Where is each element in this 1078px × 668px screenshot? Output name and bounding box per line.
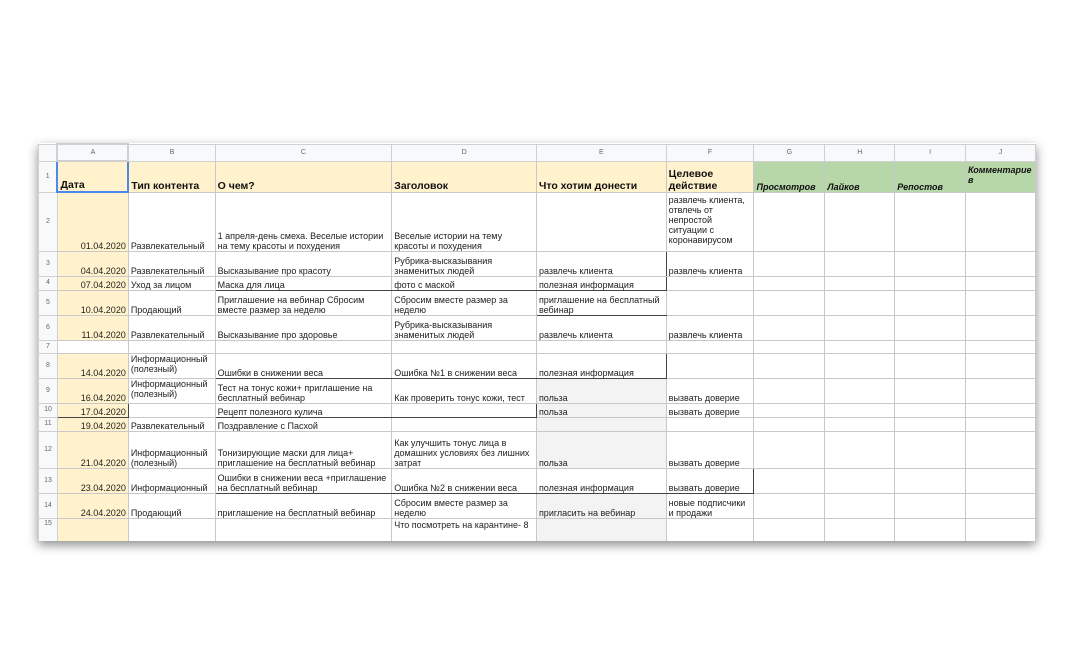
action-cell[interactable] bbox=[666, 518, 754, 541]
title-cell[interactable]: Как проверить тонус кожи, тест bbox=[392, 378, 537, 403]
views-cell[interactable] bbox=[754, 290, 825, 315]
table-row bbox=[39, 417, 1036, 431]
table-row bbox=[39, 276, 1036, 290]
about-cell[interactable]: Рецепт полезного кулича bbox=[215, 403, 392, 417]
column-header-d[interactable]: D bbox=[392, 144, 537, 161]
type-cell[interactable]: Уход за лицом bbox=[128, 276, 215, 290]
about-cell[interactable] bbox=[215, 340, 392, 353]
message-cell[interactable]: развлечь клиента bbox=[536, 315, 666, 340]
comments-cell[interactable] bbox=[966, 378, 1036, 403]
views-cell[interactable] bbox=[754, 340, 825, 353]
title-cell[interactable] bbox=[392, 403, 537, 417]
action-cell[interactable]: вызвать доверие bbox=[666, 431, 754, 468]
message-cell[interactable] bbox=[536, 518, 666, 541]
comments-cell[interactable] bbox=[966, 251, 1036, 276]
message-cell[interactable] bbox=[536, 417, 666, 431]
comments-cell[interactable] bbox=[966, 493, 1036, 518]
type-cell[interactable]: Развлекательный bbox=[128, 192, 215, 251]
header-cell-message[interactable]: Что хотим донести bbox=[536, 161, 666, 192]
type-cell[interactable]: Продающий bbox=[128, 493, 215, 518]
title-cell[interactable] bbox=[392, 417, 537, 431]
row-number[interactable]: 14 bbox=[39, 493, 58, 518]
column-header-c[interactable]: C bbox=[215, 144, 392, 161]
row-number[interactable]: 4 bbox=[39, 276, 58, 290]
comments-cell[interactable] bbox=[966, 290, 1036, 315]
reposts-cell[interactable] bbox=[895, 290, 966, 315]
column-header-e[interactable]: E bbox=[536, 144, 666, 161]
action-cell[interactable]: новые подписчики и продажи bbox=[666, 493, 754, 518]
comments-cell[interactable] bbox=[966, 192, 1036, 251]
table-row bbox=[39, 468, 1036, 493]
comments-cell[interactable] bbox=[966, 518, 1036, 541]
row-number[interactable]: 2 bbox=[39, 192, 58, 251]
likes-cell[interactable] bbox=[825, 353, 895, 378]
action-cell[interactable]: развлечь клиента, отвлечь от непростой ситуации с коронавирусом bbox=[666, 192, 754, 251]
title-cell[interactable]: Рубрика-высказывания знаменитых людей bbox=[392, 251, 537, 276]
type-cell[interactable]: Информационный (полезный) bbox=[128, 431, 215, 468]
action-cell[interactable]: развлечь клиента bbox=[666, 315, 754, 340]
comments-cell[interactable] bbox=[966, 340, 1036, 353]
likes-cell[interactable] bbox=[825, 251, 895, 276]
message-cell[interactable]: польза bbox=[536, 378, 666, 403]
reposts-cell[interactable] bbox=[895, 315, 966, 340]
views-cell[interactable] bbox=[754, 276, 825, 290]
reposts-cell[interactable] bbox=[895, 192, 966, 251]
reposts-cell[interactable] bbox=[895, 340, 966, 353]
type-cell[interactable] bbox=[128, 518, 215, 541]
title-cell[interactable]: Веселые истории на тему красоты и похудения bbox=[392, 192, 537, 251]
date-cell[interactable]: 04.04.2020 bbox=[57, 251, 128, 276]
title-cell[interactable]: Сбросим вместе размер за неделю bbox=[392, 493, 537, 518]
message-cell[interactable]: приглашение на бесплатный вебинар bbox=[536, 290, 666, 315]
column-header-row bbox=[39, 144, 1036, 161]
row-number[interactable]: 1 bbox=[39, 161, 58, 192]
reposts-cell[interactable] bbox=[895, 431, 966, 468]
date-cell[interactable]: 23.04.2020 bbox=[57, 468, 128, 493]
views-cell[interactable] bbox=[754, 431, 825, 468]
table-row bbox=[39, 315, 1036, 340]
title-cell[interactable]: фото с маской bbox=[392, 276, 537, 290]
row-number[interactable]: 7 bbox=[39, 340, 58, 353]
header-cell-views[interactable]: Просмотров bbox=[754, 161, 825, 192]
comments-cell[interactable] bbox=[966, 431, 1036, 468]
date-cell[interactable]: 16.04.2020 bbox=[57, 378, 128, 403]
title-cell[interactable]: Что посмотреть на карантине- 8 bbox=[392, 518, 537, 541]
header-cell-date[interactable]: Дата bbox=[57, 161, 128, 192]
date-cell[interactable] bbox=[57, 518, 128, 541]
row-number[interactable]: 3 bbox=[39, 251, 58, 276]
about-cell[interactable]: Маска для лица bbox=[215, 276, 392, 290]
likes-cell[interactable] bbox=[825, 315, 895, 340]
comments-cell[interactable] bbox=[966, 403, 1036, 417]
date-cell[interactable]: 19.04.2020 bbox=[57, 417, 128, 431]
likes-cell[interactable] bbox=[825, 403, 895, 417]
message-cell[interactable]: полезная информация bbox=[536, 276, 666, 290]
select-all-corner[interactable] bbox=[39, 144, 58, 161]
action-cell[interactable]: вызвать доверие bbox=[666, 378, 754, 403]
date-cell[interactable]: 01.04.2020 bbox=[57, 192, 128, 251]
table-row bbox=[39, 518, 1036, 541]
date-cell[interactable]: 07.04.2020 bbox=[57, 276, 128, 290]
message-cell[interactable] bbox=[536, 192, 666, 251]
title-cell[interactable]: Рубрика-высказывания знаменитых людей bbox=[392, 315, 537, 340]
column-header-b[interactable]: B bbox=[128, 144, 215, 161]
table-row bbox=[39, 353, 1036, 378]
date-cell[interactable]: 14.04.2020 bbox=[57, 353, 128, 378]
table-row bbox=[39, 340, 1036, 353]
date-cell[interactable]: 10.04.2020 bbox=[57, 290, 128, 315]
reposts-cell[interactable] bbox=[895, 353, 966, 378]
header-cell-comments[interactable]: Комментарие в bbox=[966, 161, 1036, 192]
likes-cell[interactable] bbox=[825, 290, 895, 315]
message-cell[interactable]: полезная информация bbox=[536, 468, 666, 493]
row-number[interactable]: 6 bbox=[39, 315, 58, 340]
message-cell[interactable]: развлечь клиента bbox=[536, 251, 666, 276]
column-header-f[interactable]: F bbox=[666, 144, 754, 161]
column-header-h[interactable]: H bbox=[825, 144, 895, 161]
row-number[interactable]: 5 bbox=[39, 290, 58, 315]
type-cell[interactable]: Развлекательный bbox=[128, 315, 215, 340]
likes-cell[interactable] bbox=[825, 468, 895, 493]
message-cell[interactable]: полезная информация bbox=[536, 353, 666, 378]
reposts-cell[interactable] bbox=[895, 468, 966, 493]
reposts-cell[interactable] bbox=[895, 403, 966, 417]
column-header-i[interactable]: I bbox=[895, 144, 966, 161]
about-cell[interactable]: Ошибки в снижении веса +приглашение на бесплатный вебинар bbox=[215, 468, 392, 493]
row-number[interactable]: 13 bbox=[39, 468, 58, 493]
about-cell[interactable]: Высказывание про здоровье bbox=[215, 315, 392, 340]
title-cell[interactable]: Сбросим вместе размер за неделю bbox=[392, 290, 537, 315]
title-cell[interactable]: Ошибка №2 в снижении веса bbox=[392, 468, 537, 493]
type-cell[interactable] bbox=[128, 340, 215, 353]
reposts-cell[interactable] bbox=[895, 417, 966, 431]
table-row bbox=[39, 290, 1036, 315]
comments-cell[interactable] bbox=[966, 353, 1036, 378]
column-header-a[interactable]: A bbox=[57, 144, 128, 161]
message-cell[interactable]: пригласить на вебинар bbox=[536, 493, 666, 518]
about-cell[interactable]: Поздравление с Пасхой bbox=[215, 417, 392, 431]
about-cell[interactable]: Приглашение на вебинар Сбросим вместе размер за неделю bbox=[215, 290, 392, 315]
column-header-g[interactable]: G bbox=[754, 144, 825, 161]
type-cell[interactable]: Информационный (полезный) bbox=[128, 353, 215, 378]
views-cell[interactable] bbox=[754, 315, 825, 340]
about-cell[interactable]: приглашение на бесплатный вебинар bbox=[215, 493, 392, 518]
about-cell[interactable]: Тонизирующие маски для лица+ приглашение на бесплатный вебинар bbox=[215, 431, 392, 468]
table-row bbox=[39, 403, 1036, 417]
header-cell-action[interactable]: Целевое действие bbox=[666, 161, 754, 192]
row-number[interactable]: 8 bbox=[39, 353, 58, 378]
comments-cell[interactable] bbox=[966, 468, 1036, 493]
title-cell[interactable] bbox=[392, 340, 537, 353]
header-cell-about[interactable]: О чем? bbox=[215, 161, 392, 192]
likes-cell[interactable] bbox=[825, 276, 895, 290]
action-cell[interactable] bbox=[666, 417, 754, 431]
type-cell[interactable] bbox=[128, 403, 215, 417]
action-cell[interactable] bbox=[666, 276, 754, 290]
reposts-cell[interactable] bbox=[895, 378, 966, 403]
about-cell[interactable]: Высказывание про красоту bbox=[215, 251, 392, 276]
table-row bbox=[39, 431, 1036, 468]
likes-cell[interactable] bbox=[825, 192, 895, 251]
action-cell[interactable] bbox=[666, 290, 754, 315]
views-cell[interactable] bbox=[754, 378, 825, 403]
action-cell[interactable] bbox=[666, 353, 754, 378]
message-cell[interactable] bbox=[536, 340, 666, 353]
about-cell[interactable]: Тест на тонус кожи+ приглашение на бесплатный вебинар bbox=[215, 378, 392, 403]
action-cell[interactable]: развлечь клиента bbox=[666, 251, 754, 276]
type-cell[interactable]: Информационный (полезный) bbox=[128, 378, 215, 403]
comments-cell[interactable] bbox=[966, 315, 1036, 340]
about-cell[interactable]: Ошибки в снижении веса bbox=[215, 353, 392, 378]
table-row bbox=[39, 192, 1036, 251]
row-number[interactable]: 10 bbox=[39, 403, 58, 417]
table-row bbox=[39, 251, 1036, 276]
likes-cell[interactable] bbox=[825, 493, 895, 518]
header-cell-reposts[interactable]: Репостов bbox=[895, 161, 966, 192]
likes-cell[interactable] bbox=[825, 340, 895, 353]
views-cell[interactable] bbox=[754, 353, 825, 378]
row-number[interactable]: 15 bbox=[39, 518, 58, 541]
views-cell[interactable] bbox=[754, 468, 825, 493]
likes-cell[interactable] bbox=[825, 431, 895, 468]
likes-cell[interactable] bbox=[825, 378, 895, 403]
reposts-cell[interactable] bbox=[895, 251, 966, 276]
row-number[interactable]: 11 bbox=[39, 417, 58, 431]
views-cell[interactable] bbox=[754, 403, 825, 417]
action-cell[interactable]: вызвать доверие bbox=[666, 403, 754, 417]
views-cell[interactable] bbox=[754, 417, 825, 431]
spreadsheet-grid bbox=[38, 143, 1036, 541]
date-cell[interactable] bbox=[57, 340, 128, 353]
header-cell-likes[interactable]: Лайков bbox=[825, 161, 895, 192]
about-cell[interactable]: 1 апреля-день смеха. Веселые истории на тему красоты и похудения bbox=[215, 192, 392, 251]
header-cell-title[interactable]: Заголовок bbox=[392, 161, 537, 192]
views-cell[interactable] bbox=[754, 251, 825, 276]
views-cell[interactable] bbox=[754, 192, 825, 251]
comments-cell[interactable] bbox=[966, 417, 1036, 431]
date-cell[interactable]: 17.04.2020 bbox=[57, 403, 128, 417]
comments-cell[interactable] bbox=[966, 276, 1036, 290]
action-cell[interactable]: вызвать доверие bbox=[666, 468, 754, 493]
title-cell[interactable]: Ошибка №1 в снижении веса bbox=[392, 353, 537, 378]
likes-cell[interactable] bbox=[825, 417, 895, 431]
views-cell[interactable] bbox=[754, 493, 825, 518]
message-cell[interactable]: польза bbox=[536, 431, 666, 468]
date-cell[interactable]: 21.04.2020 bbox=[57, 431, 128, 468]
row-number[interactable]: 12 bbox=[39, 431, 58, 468]
likes-cell[interactable] bbox=[825, 518, 895, 541]
spreadsheet bbox=[38, 143, 1036, 541]
action-cell[interactable] bbox=[666, 340, 754, 353]
views-cell[interactable] bbox=[754, 518, 825, 541]
column-header-j[interactable]: J bbox=[966, 144, 1036, 161]
about-cell[interactable] bbox=[215, 518, 392, 541]
type-cell[interactable]: Информационный bbox=[128, 468, 215, 493]
date-cell[interactable]: 24.04.2020 bbox=[57, 493, 128, 518]
date-cell[interactable]: 11.04.2020 bbox=[57, 315, 128, 340]
table-row bbox=[39, 378, 1036, 403]
title-cell[interactable]: Как улучшить тонус лица в домашних условиях без лишних затрат bbox=[392, 431, 537, 468]
row-number[interactable]: 9 bbox=[39, 378, 58, 403]
reposts-cell[interactable] bbox=[895, 276, 966, 290]
header-row bbox=[39, 161, 1036, 192]
message-cell[interactable]: польза bbox=[536, 403, 666, 417]
header-cell-type[interactable]: Тип контента bbox=[128, 161, 215, 192]
reposts-cell[interactable] bbox=[895, 518, 966, 541]
type-cell[interactable]: Развлекательный bbox=[128, 417, 215, 431]
table-row bbox=[39, 493, 1036, 518]
type-cell[interactable]: Развлекательный bbox=[128, 251, 215, 276]
type-cell[interactable]: Продающий bbox=[128, 290, 215, 315]
reposts-cell[interactable] bbox=[895, 493, 966, 518]
